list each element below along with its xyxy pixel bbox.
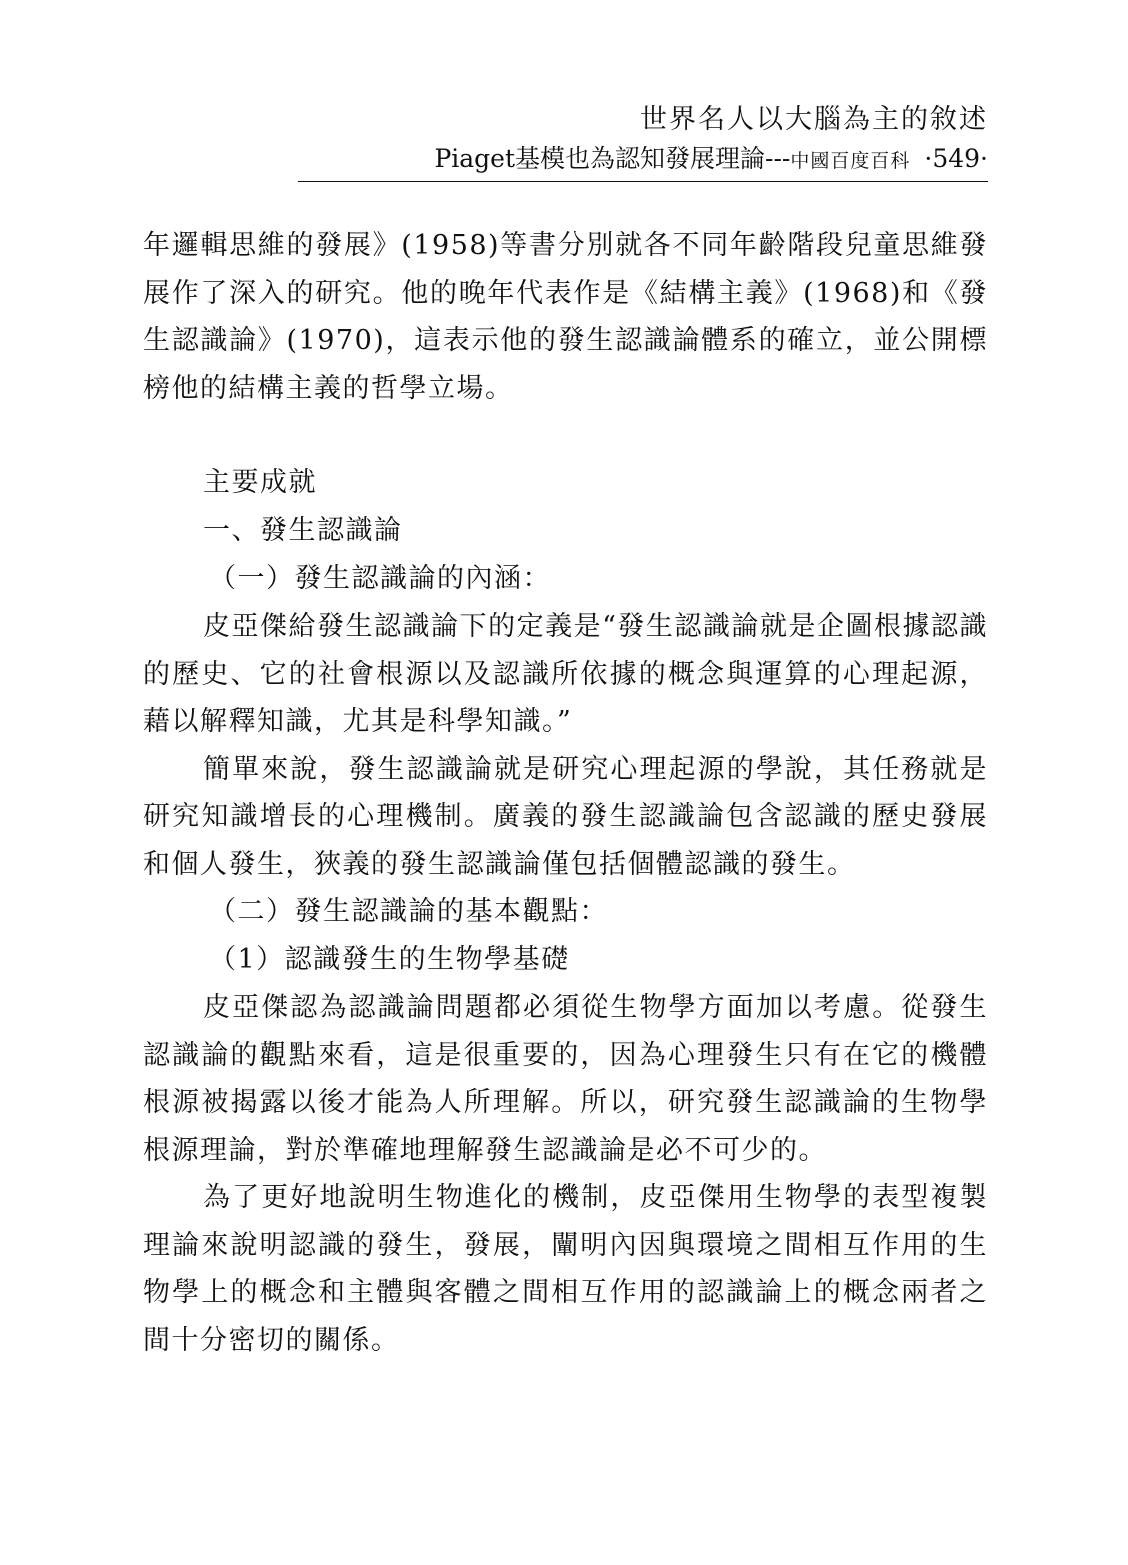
header-subtitle-main: Piaget基模也為認知發展理論---: [434, 144, 791, 173]
running-header: [298, 100, 988, 182]
section-heading-1: 一、發生認識論: [203, 515, 403, 546]
section-heading-main: 主要成就: [203, 467, 317, 498]
subheading-3: （1）認識發生的生物學基礎: [209, 944, 570, 975]
paragraph-3: 皮亞傑認為認識論問題都必須從生物學方面加以考慮。從發生認識論的觀點來看，這是很重要的，因為心理發生只有在它的機體根源被揭露以後才能為人所理解。所以，研究發生認識論的生物學根源理論，對於準確地理解發生認識論是必不可少的。: [143, 992, 988, 1166]
paragraph-1: 皮亞傑給發生認識論下的定義是“發生認識論就是企圖根據認識的歷史、它的社會根源以及認識所依據的概念與運算的心理起源，藉以解釋知識，尤其是科學知識。”: [143, 611, 988, 737]
intro-paragraph: 年邏輯思維的發展》(1958)等書分別就各不同年齡階段兒童思維發展作了深入的研究。他的晚年代表作是《結構主義》(1968)和《發生認識論》(1970)，這表示他的發生認識論體系的確立，並公開標榜他的結構主義的哲學立場。: [143, 230, 988, 404]
paragraph-2: 簡單來說，發生認識論就是研究心理起源的學說，其任務就是研究知識增長的心理機制。廣義的發生認識論包含認識的歷史發展和個人發生，狹義的發生認識論僅包括個體認識的發生。: [143, 753, 988, 880]
subheading-2: （二）發生認識論的基本觀點：: [209, 896, 608, 927]
header-source: 中國百度百科: [790, 150, 911, 172]
body-text: [143, 222, 988, 1364]
page-number: ·549·: [924, 144, 988, 173]
header-subtitle: [298, 140, 988, 182]
subheading-1: （一）發生認識論的內涵：: [209, 563, 551, 594]
header-title: 世界名人以大腦為主的敘述: [640, 104, 988, 135]
section-gap: [143, 412, 988, 459]
paragraph-4: 為了更好地說明生物進化的機制，皮亞傑用生物學的表型複製理論來說明認識的發生，發展，闡明內因與環境之間相互作用的生物學上的概念和主體與客體之間相互作用的認識論上的概念兩者之間十分密切的關係。: [143, 1182, 988, 1356]
